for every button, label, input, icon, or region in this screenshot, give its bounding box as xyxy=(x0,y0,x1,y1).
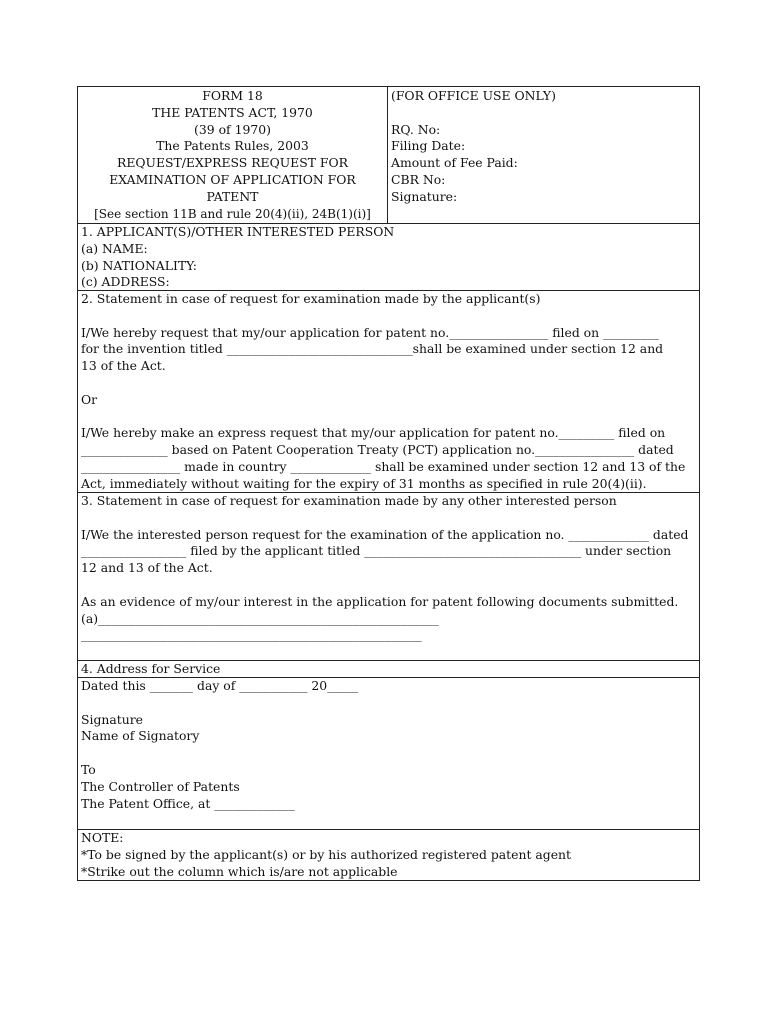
to-label: To xyxy=(81,761,96,777)
request-title-line3: PATENT xyxy=(206,188,259,204)
document-a-field: (a)_______________________________________________________ xyxy=(81,610,439,626)
form-title-block xyxy=(78,87,388,223)
act-title: THE PATENTS ACT, 1970 xyxy=(152,104,313,120)
cbr-no-field: CBR No: xyxy=(391,171,446,187)
section3-para1-line2: _________________ filed by the applicant titled ___________________________________ under section xyxy=(81,543,672,559)
request-title-line1: REQUEST/EXPRESS REQUEST FOR xyxy=(116,155,349,171)
filing-date-field: Filing Date: xyxy=(391,138,466,154)
applicant-nationality-field: (b) NATIONALITY: xyxy=(81,257,197,273)
applicant-address-field: (c) ADDRESS: xyxy=(81,274,170,290)
patent-office-label: The Patent Office, at _____________ xyxy=(81,795,295,811)
office-use-title: (FOR OFFICE USE ONLY) xyxy=(391,88,556,103)
section2-para1-line3: 13 of the Act. xyxy=(81,358,166,374)
section2-or: Or xyxy=(81,391,98,407)
section2-heading: 2. Statement in case of request for examination made by the applicant(s) xyxy=(81,291,541,306)
note-heading: NOTE: xyxy=(81,830,124,845)
request-title-line2: EXAMINATION OF APPLICATION FOR xyxy=(109,171,356,187)
section3-heading: 3. Statement in case of request for examination made by any other interested person xyxy=(81,493,617,508)
section-address-for-service xyxy=(78,661,699,678)
office-use-block xyxy=(388,87,699,223)
note-line1: *To be signed by the applicant(s) or by his authorized registered patent agent xyxy=(81,846,571,862)
section3-para1-line1: I/We the interested person request for the examination of the application no. _____________ dated xyxy=(81,526,689,542)
note-block xyxy=(78,830,699,880)
signature-label: Signature xyxy=(81,711,143,727)
form-header xyxy=(78,87,699,224)
section2-para2-line2: ______________ based on Patent Cooperation Treaty (PCT) application no.________________ dated xyxy=(81,442,674,458)
dated-line: Dated this _______ day of ___________ 20_____ xyxy=(81,678,359,693)
section2-para2-line1: I/We hereby make an express request that my/our application for patent no._________ filed on xyxy=(81,425,666,441)
section3-para2-line1: As an evidence of my/our interest in the application for patent following documents submitted. xyxy=(81,593,679,609)
applicant-name-field: (a) NAME: xyxy=(81,240,148,256)
rules-title: The Patents Rules, 2003 xyxy=(156,138,309,154)
signatory-name-label: Name of Signatory xyxy=(81,728,200,744)
controller-label: The Controller of Patents xyxy=(81,778,240,794)
section2-para1-line2: for the invention titled ______________________________shall be examined under section 12 and xyxy=(81,341,664,357)
patent-form-18 xyxy=(77,86,700,881)
section3-para1-line3: 12 and 13 of the Act. xyxy=(81,560,213,576)
act-number: (39 of 1970) xyxy=(194,121,271,137)
amount-fee-field: Amount of Fee Paid: xyxy=(391,155,518,171)
signature-field: Signature: xyxy=(391,188,458,204)
signature-block xyxy=(78,678,699,830)
section2-para1-line1: I/We hereby request that my/our application for patent no.________________ filed on _________ xyxy=(81,324,659,340)
section-applicant-request xyxy=(78,291,699,493)
rq-no-field: RQ. No: xyxy=(391,121,441,137)
form-number: FORM 18 xyxy=(202,88,263,103)
document-b-field: _______________________________________________________ xyxy=(81,627,422,643)
section-reference: [See section 11B and rule 20(4)(ii), 24B(1)(i)] xyxy=(94,206,371,221)
section-interested-person-request xyxy=(78,493,699,661)
note-line2: *Strike out the column which is/are not applicable xyxy=(81,863,398,879)
section2-para2-line4: Act, immediately without waiting for the expiry of 31 months as specified in rule 20(4)(ii). xyxy=(81,475,647,491)
section4-heading: 4. Address for Service xyxy=(81,661,221,676)
section2-para2-line3: ________________ made in country _____________ shall be examined under section 12 and 13 of the xyxy=(81,458,686,474)
section1-heading: 1. APPLICANT(S)/OTHER INTERESTED PERSON xyxy=(81,224,395,239)
section-applicant xyxy=(78,224,699,291)
